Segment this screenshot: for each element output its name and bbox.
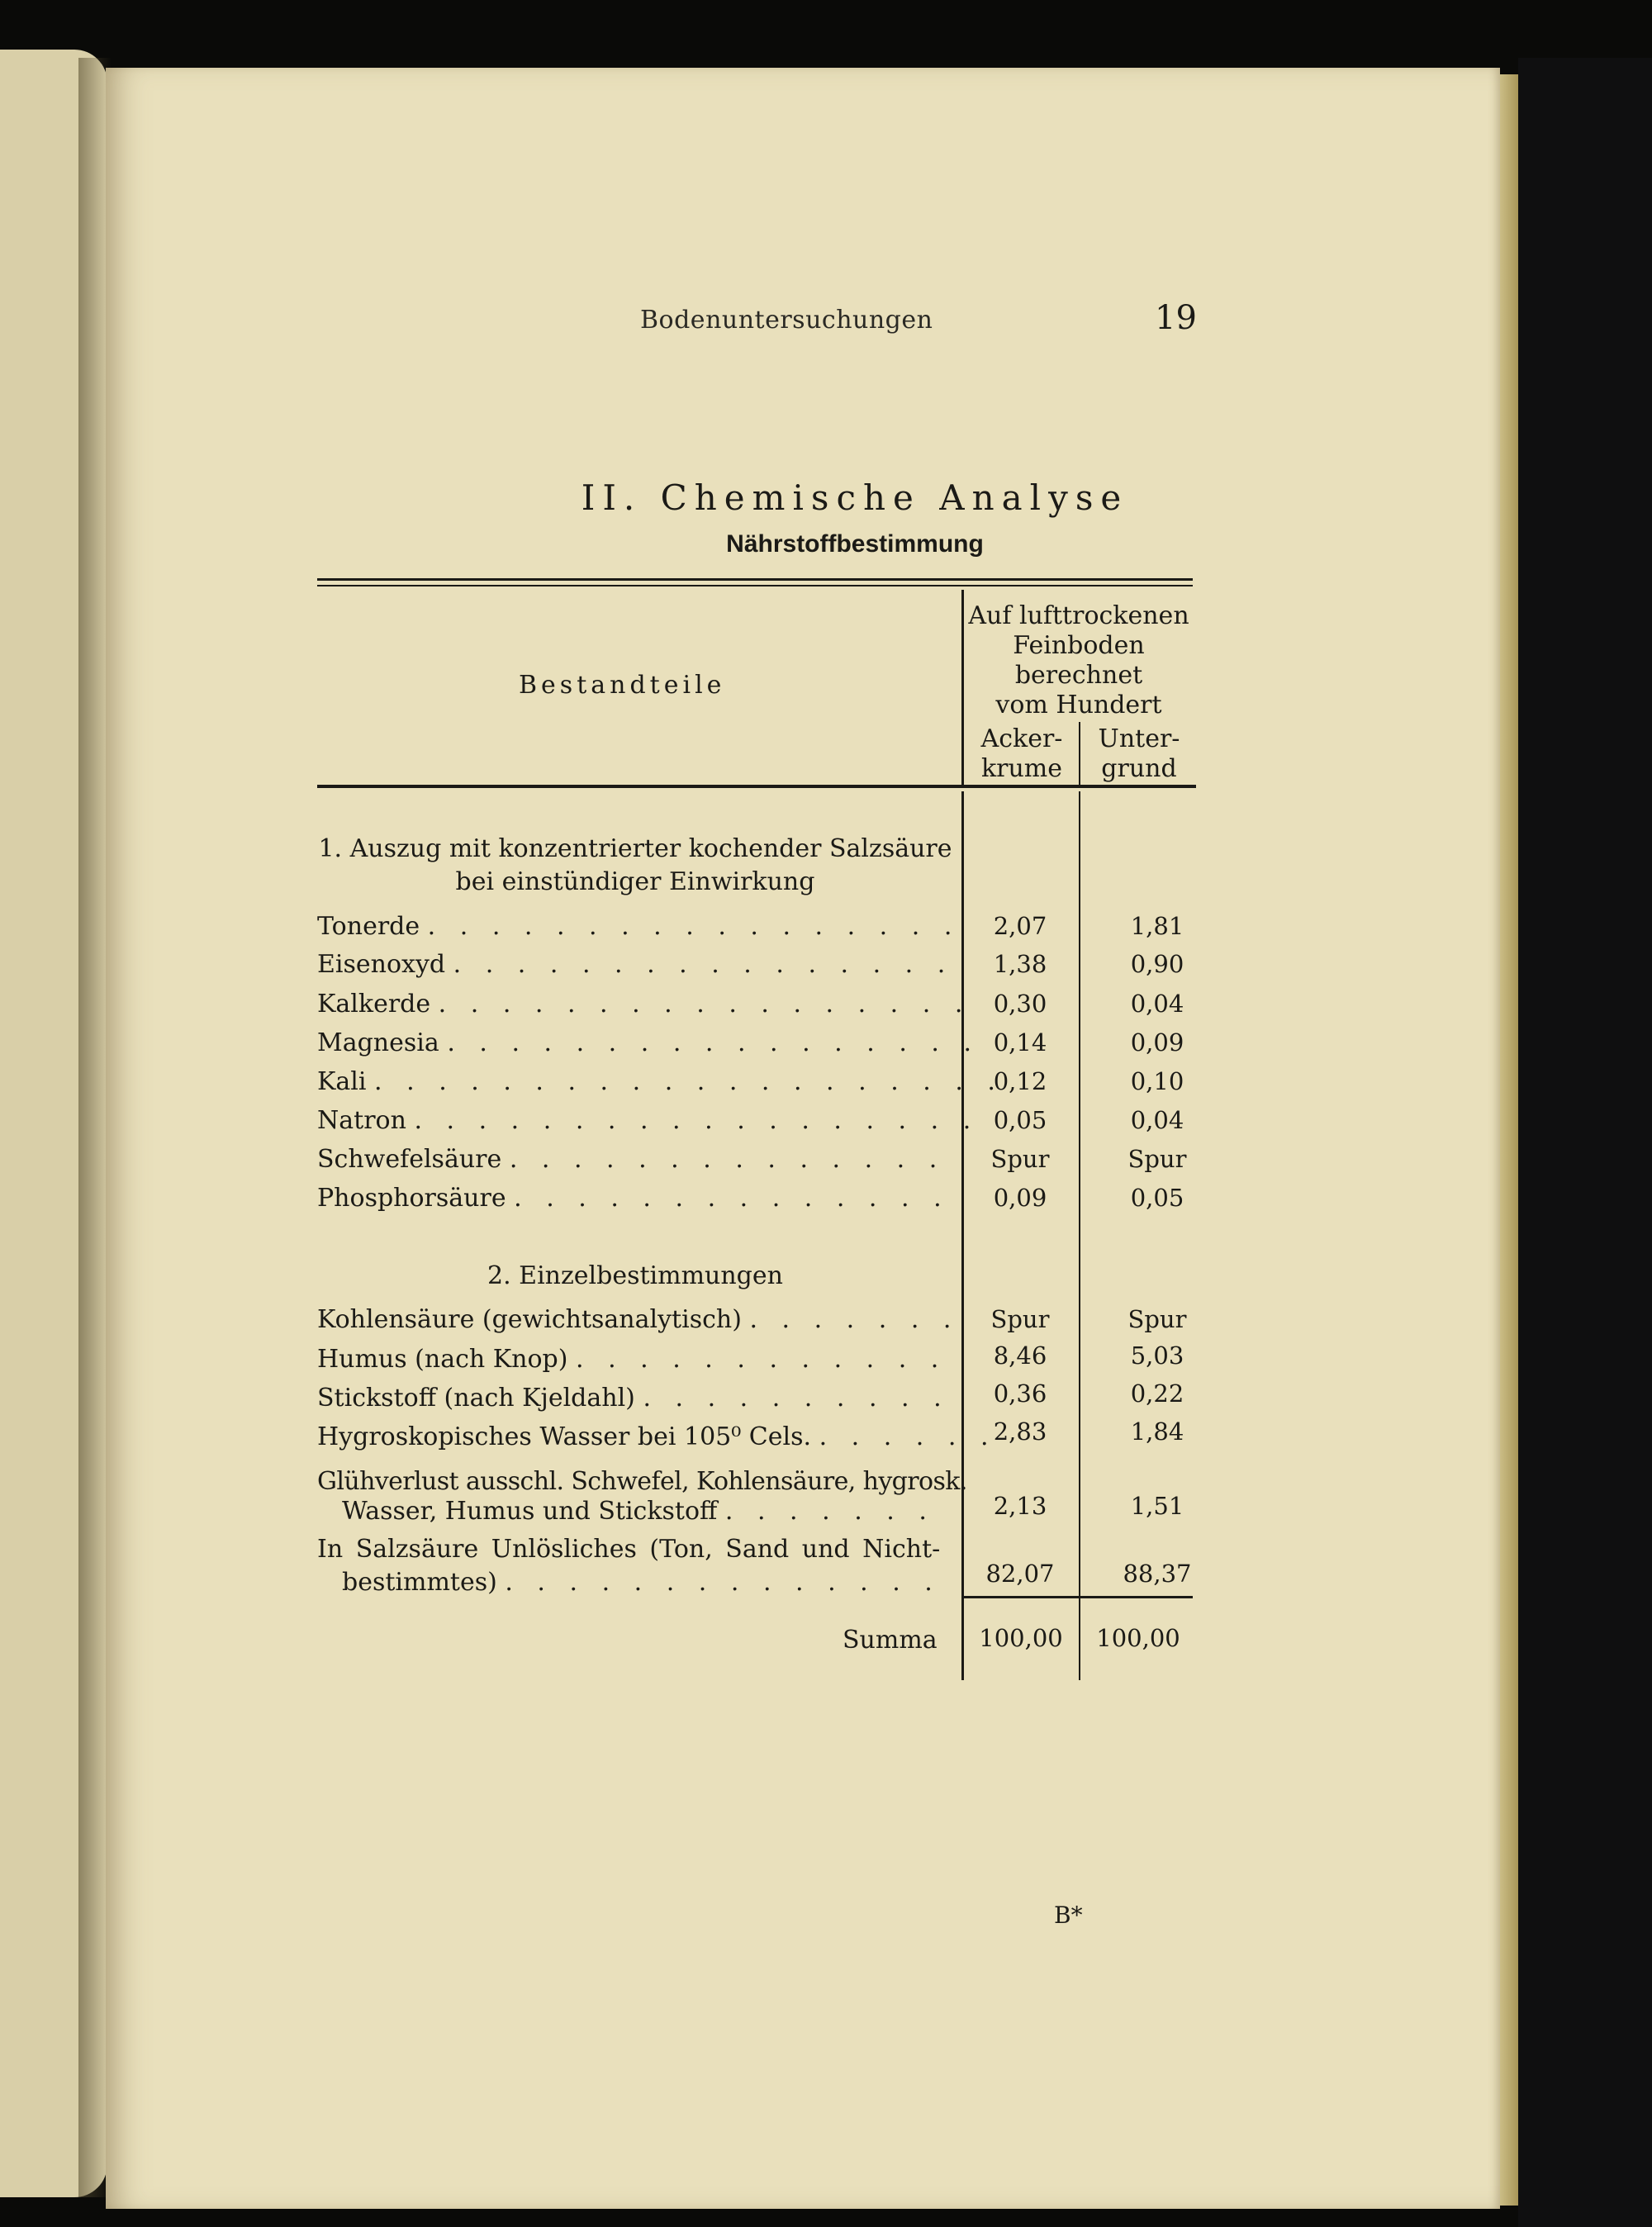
row-label-text: Stickstoff (nach Kjeldahl) xyxy=(317,1384,635,1413)
total-untergrund: 100,00 xyxy=(1096,1624,1180,1652)
leader-dots: . . . . . . . . . . . . xyxy=(576,1345,947,1374)
column-header-group-line: Feinboden xyxy=(1013,631,1145,660)
value-untergrund: 1,84 xyxy=(1130,1417,1184,1446)
leader-dots: . . . . . . . . . . . . . . xyxy=(514,1184,950,1213)
row-label xyxy=(317,912,960,942)
row-label-text: Natron xyxy=(317,1106,406,1135)
value-ackerkrume: 2,83 xyxy=(993,1417,1047,1446)
value-untergrund: 0,90 xyxy=(1130,950,1184,978)
value-untergrund: 0,04 xyxy=(1130,990,1184,1018)
row-label xyxy=(317,1422,997,1452)
row-label xyxy=(317,1145,945,1175)
row-label-line: In Salzsäure Unlösliches (Ton, Sand und Nicht- xyxy=(317,1535,941,1564)
book-page xyxy=(106,68,1500,2209)
page-edge xyxy=(1500,74,1518,2206)
row-label xyxy=(317,1305,959,1335)
leader-dots: . . . . . . . xyxy=(749,1305,960,1334)
page-number: 19 xyxy=(1155,299,1197,337)
row-label-text: Eisenoxyd xyxy=(317,950,446,979)
book-cover-edge xyxy=(1518,58,1652,2227)
row-label-text: Schwefelsäure xyxy=(317,1145,502,1174)
total-ackerkrume: 100,00 xyxy=(979,1624,1063,1652)
leader-dots: . . . . . . . . . . . . . . . . xyxy=(453,950,954,979)
column-header-line: Acker- xyxy=(980,724,1063,753)
value-untergrund: Spur xyxy=(1127,1145,1187,1173)
section2-title: 2. Einzelbestimmungen xyxy=(487,1261,783,1290)
body-divider-sub xyxy=(1079,791,1080,1680)
row-label xyxy=(317,1384,950,1413)
subheader-divider xyxy=(1079,722,1080,785)
value-ackerkrume: Spur xyxy=(990,1145,1050,1173)
table-top-rule-2 xyxy=(317,585,1193,586)
value-ackerkrume: 2,07 xyxy=(993,912,1047,940)
row-label-text: Wasser, Humus und Stickstoff xyxy=(342,1497,718,1526)
row-label-text: Hygroskopisches Wasser bei 105⁰ Cels. xyxy=(317,1422,812,1451)
row-label-text: Kohlensäure (gewichtsanalytisch) xyxy=(317,1305,742,1334)
leader-dots: . . . . . . . . . . . . . . xyxy=(509,1145,946,1174)
leader-dots: . . . . . . . xyxy=(724,1497,935,1526)
value-ackerkrume: 0,30 xyxy=(993,990,1047,1018)
row-label xyxy=(317,1345,947,1375)
value-untergrund: 0,05 xyxy=(1130,1184,1184,1212)
column-header-line: krume xyxy=(980,754,1063,783)
row-label xyxy=(317,990,971,1019)
row-label-text: Kali xyxy=(317,1067,367,1096)
value-untergrund: 0,04 xyxy=(1130,1106,1184,1134)
row-label xyxy=(317,1184,950,1213)
section-title: II. Chemische Analyse xyxy=(581,477,1129,518)
row-label xyxy=(317,1028,980,1058)
sum-rule xyxy=(961,1596,1193,1598)
value-ackerkrume: 1,38 xyxy=(993,950,1047,978)
leader-dots: . . . . . . . . . . . . . . . . . . . . xyxy=(374,1067,1004,1096)
value-untergrund: 5,03 xyxy=(1130,1341,1184,1370)
section1-title-line: bei einstündiger Einwirkung xyxy=(455,867,815,896)
column-header-line: grund xyxy=(1101,754,1177,783)
row-label xyxy=(317,950,953,980)
table-top-rule xyxy=(317,578,1193,581)
body-divider-main xyxy=(961,791,964,1680)
value-ackerkrume: 82,07 xyxy=(985,1560,1055,1588)
value-ackerkrume: 0,14 xyxy=(993,1028,1047,1057)
section1-title xyxy=(317,834,953,897)
column-header-untergrund xyxy=(1082,724,1196,784)
running-head: Bodenuntersuchungen xyxy=(640,306,933,335)
leader-dots: . . . . . . . . . . . . . . . . . xyxy=(427,912,961,941)
column-header-group-line: Auf lufttrockenen xyxy=(968,601,1189,630)
value-untergrund: 0,09 xyxy=(1130,1028,1184,1057)
row-label-text: bestimmtes) xyxy=(342,1568,497,1597)
leader-dots: . . . . . . . . . . xyxy=(643,1384,950,1413)
row-label xyxy=(342,1497,935,1527)
value-ackerkrume: 8,46 xyxy=(993,1341,1047,1370)
leader-dots: . . . . . . . . . . . . . . . . . . xyxy=(414,1106,980,1135)
row-label xyxy=(317,1067,1004,1097)
value-untergrund: Spur xyxy=(1127,1305,1187,1333)
leader-dots: . . . . . . . . . . . . . . xyxy=(505,1568,941,1597)
value-ackerkrume: 0,09 xyxy=(993,1184,1047,1212)
summa-label: Summa xyxy=(843,1626,938,1655)
section1-title-line: 1. Auszug mit konzentrierter kochender Salzsäure xyxy=(318,834,952,863)
column-header-group-line: vom Hundert xyxy=(995,691,1162,719)
value-ackerkrume: 2,13 xyxy=(993,1492,1047,1520)
leader-dots: . . . . . . . . . . . . . . . . . xyxy=(438,990,971,1019)
column-header-group-line: berechnet xyxy=(1014,661,1143,690)
value-ackerkrume: 0,12 xyxy=(993,1067,1047,1095)
column-header-component: Bestandteile xyxy=(519,671,726,700)
leader-dots: . . . . . . . . . . . . . . . . . xyxy=(447,1028,980,1057)
row-label-line: Glühverlust ausschl. Schwefel, Kohlensäure, hygrosk. xyxy=(317,1467,967,1496)
column-header-ackerkrume xyxy=(965,724,1079,784)
row-label-text: Humus (nach Knop) xyxy=(317,1345,568,1374)
row-label xyxy=(342,1568,941,1598)
value-untergrund: 0,22 xyxy=(1130,1379,1184,1408)
row-label xyxy=(317,1106,979,1136)
leader-dots: . . . . . . xyxy=(819,1422,997,1451)
value-ackerkrume: 0,36 xyxy=(993,1379,1047,1408)
header-bottom-rule xyxy=(317,785,1196,788)
value-untergrund: 1,81 xyxy=(1130,912,1184,940)
value-ackerkrume: Spur xyxy=(990,1305,1050,1333)
row-label-text: Magnesia xyxy=(317,1028,439,1057)
column-header-line: Unter- xyxy=(1098,724,1180,753)
row-label-text: Kalkerde xyxy=(317,990,431,1019)
row-label-text: Tonerde xyxy=(317,912,420,941)
value-untergrund: 1,51 xyxy=(1130,1492,1184,1520)
section-subtitle: Nährstoffbestimmung xyxy=(726,530,984,558)
value-ackerkrume: 0,05 xyxy=(993,1106,1047,1134)
column-header-group xyxy=(963,601,1194,720)
row-label-text: Phosphorsäure xyxy=(317,1184,506,1213)
value-untergrund: 88,37 xyxy=(1123,1560,1192,1588)
value-untergrund: 0,10 xyxy=(1130,1067,1184,1095)
signature-mark: B* xyxy=(1054,1902,1083,1929)
